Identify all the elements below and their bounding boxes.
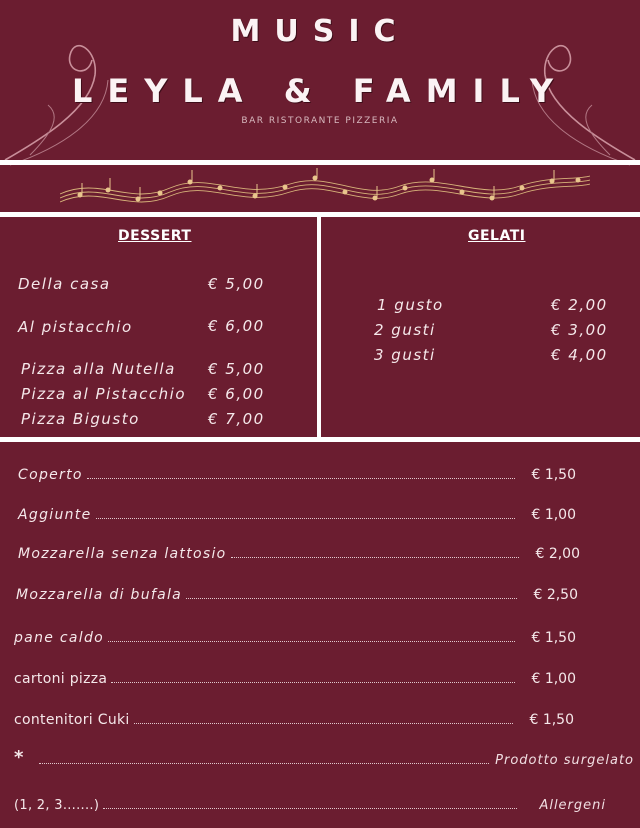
dot-leader <box>39 762 489 764</box>
allergens-label: Allergeni <box>539 798 606 813</box>
dot-leader <box>108 640 515 642</box>
extra-row <box>14 626 576 646</box>
dot-leader <box>111 681 515 683</box>
gelati-item-name: 2 gusti <box>374 321 436 339</box>
extra-name: pane caldo <box>14 630 105 646</box>
dessert-item-price: € 5,00 <box>208 360 265 378</box>
extra-name: Aggiunte <box>18 507 92 523</box>
extra-name: Mozzarella di bufala <box>16 587 183 603</box>
dessert-item-name: Pizza alla Nutella <box>21 360 176 378</box>
dot-leader <box>134 722 514 724</box>
extra-name: contenitori Cuki <box>14 712 130 728</box>
dessert-heading: DESSERT <box>118 228 192 244</box>
extra-price: € 2,00 <box>535 546 580 562</box>
gelati-item-name: 3 gusti <box>374 346 436 364</box>
dot-leader <box>96 517 516 519</box>
title-restaurant-name: LEYLA & FAMILY <box>71 72 569 110</box>
dessert-item-price: € 6,00 <box>208 317 265 335</box>
extra-name: cartoni pizza <box>14 671 108 687</box>
gelati-item-price: € 2,00 <box>551 296 608 314</box>
extra-price: € 2,50 <box>533 587 578 603</box>
title-music: MUSIC <box>230 14 410 49</box>
divider-top <box>0 160 640 165</box>
dot-leader <box>103 807 517 809</box>
gelati-item-name: 1 gusto <box>377 296 444 314</box>
music-notes-ornament <box>60 166 590 214</box>
subtitle: BAR RISTORANTE PIZZERIA <box>241 116 399 126</box>
gelati-item-price: € 3,00 <box>551 321 608 339</box>
divider-vertical <box>317 216 321 439</box>
extra-name: Mozzarella senza lattosio <box>18 546 227 562</box>
gelati-item-price: € 4,00 <box>551 346 608 364</box>
asterisk-symbol: * <box>14 747 25 768</box>
extra-row <box>18 542 580 562</box>
gelati-heading: GELATI <box>468 228 526 244</box>
extra-row <box>14 708 574 728</box>
dessert-item-name: Al pistacchio <box>18 318 133 336</box>
extra-price: € 1,50 <box>531 630 576 646</box>
extra-row <box>16 583 578 603</box>
dessert-item-name: Della casa <box>18 275 111 293</box>
dot-leader <box>186 597 517 599</box>
extra-price: € 1,50 <box>531 467 576 483</box>
extra-row <box>14 667 576 687</box>
extra-name: Coperto <box>18 467 83 483</box>
frozen-note-row <box>14 748 634 768</box>
frozen-label: Prodotto surgelato <box>495 753 634 768</box>
extra-price: € 1,50 <box>529 712 574 728</box>
extra-row <box>18 463 576 483</box>
dessert-item-name: Pizza Bigusto <box>21 410 140 428</box>
dot-leader <box>87 477 516 479</box>
dot-leader <box>231 556 520 558</box>
dessert-item-price: € 6,00 <box>208 385 265 403</box>
dessert-item-price: € 5,00 <box>208 275 265 293</box>
allergens-symbol: (1, 2, 3.......) <box>14 798 100 813</box>
dessert-item-name: Pizza al Pistacchio <box>21 385 186 403</box>
extra-price: € 1,00 <box>531 507 576 523</box>
dessert-item-price: € 7,00 <box>208 410 265 428</box>
extra-row <box>18 503 576 523</box>
divider-bottom <box>0 437 640 442</box>
allergens-note-row <box>14 793 606 813</box>
extra-price: € 1,00 <box>531 671 576 687</box>
